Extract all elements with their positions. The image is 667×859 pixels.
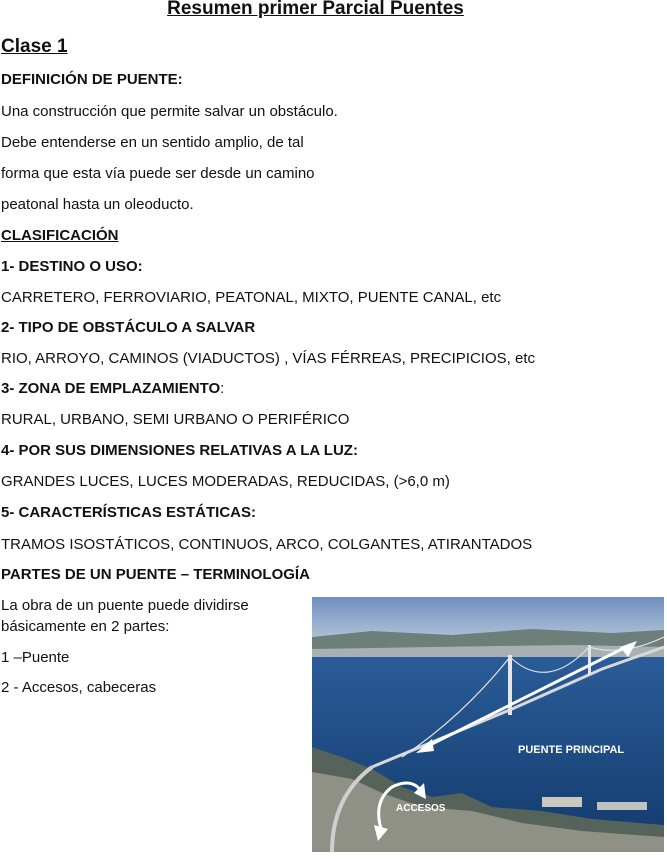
classification-item-text: TRAMOS ISOSTÁTICOS, CONTINUOS, ARCO, COLGANTES, ATIRANTADOS: [1, 536, 533, 553]
definition-heading: DEFINICIÓN DE PUENTE:: [1, 71, 183, 88]
classification-item-heading: 1- DESTINO O USO:: [1, 258, 143, 275]
parts-intro-line: básicamente en 2 partes:: [1, 618, 170, 635]
classification-item-heading: 5- CARACTERÍSTICAS ESTÁTICAS:: [1, 504, 257, 521]
heading-colon: :: [220, 380, 225, 397]
parts-heading: PARTES DE UN PUENTE – TERMINOLOGÍA: [1, 566, 310, 583]
definition-line: peatonal hasta un oleoducto.: [1, 196, 194, 213]
main-bridge-label: PUENTE PRINCIPAL: [518, 744, 625, 756]
classification-item-text: RIO, ARROYO, CAMINOS (VIADUCTOS) , VÍAS FÉRREAS, PRECIPICIOS, etc: [1, 350, 535, 367]
definition-line: Una construcción que permite salvar un obstáculo.: [1, 103, 338, 120]
page-title: Resumen primer Parcial Puentes: [167, 0, 464, 19]
classification-item-heading: 3- ZONA DE EMPLAZAMIENTO: [1, 380, 221, 397]
bridge-aerial-photo: [312, 597, 664, 852]
classification-item-text: GRANDES LUCES, LUCES MODERADAS, REDUCIDAS, (>6,0 m): [1, 473, 450, 490]
parts-list-item: 1 –Puente: [1, 649, 70, 666]
access-label: ACCESOS: [396, 803, 446, 814]
classification-item-text: RURAL, URBANO, SEMI URBANO O PERIFÉRICO: [1, 411, 350, 428]
definition-line: forma que esta vía puede ser desde un camino: [1, 165, 315, 182]
definition-line: Debe entenderse en un sentido amplio, de tal: [1, 134, 304, 151]
classification-item-heading: 2- TIPO DE OBSTÁCULO A SALVAR: [1, 319, 256, 336]
parts-intro-line: La obra de un puente puede dividirse: [1, 597, 249, 614]
section-heading: Clase 1: [1, 36, 68, 57]
classification-heading: CLASIFICACIÓN: [1, 227, 119, 244]
classification-item-heading: 4- POR SUS DIMENSIONES RELATIVAS A LA LUZ:: [1, 442, 358, 459]
classification-item-heading-row: [1, 380, 224, 398]
classification-item-text: CARRETERO, FERROVIARIO, PEATONAL, MIXTO, PUENTE CANAL, etc: [1, 289, 502, 306]
parts-list-item: 2 - Accesos, cabeceras: [1, 679, 157, 696]
